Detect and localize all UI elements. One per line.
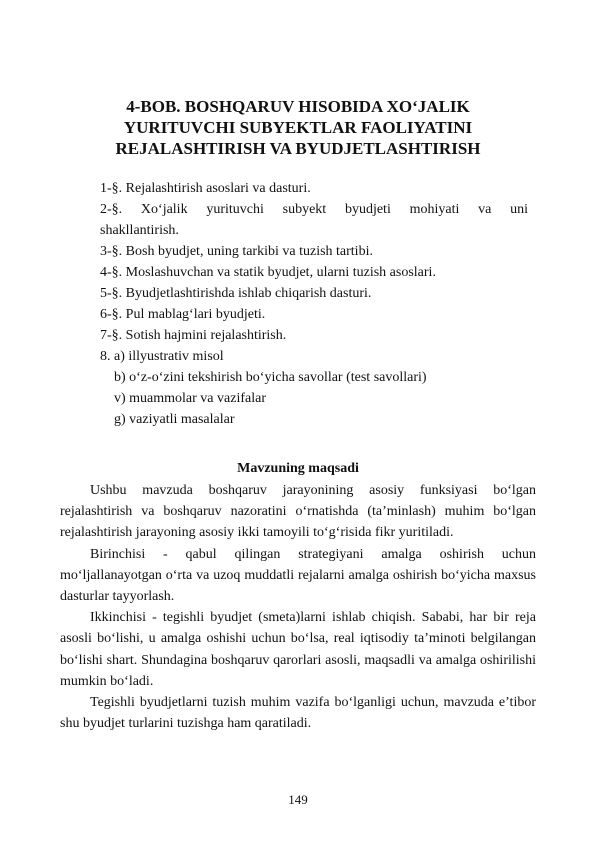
chapter-title-line: REJALASHTIRISH VA BYUDJETLASHTIRISH: [115, 139, 481, 158]
toc-item: 8. a) illyustrativ misol: [100, 349, 224, 364]
chapter-title-line: YURITUVCHI SUBYEKTLAR FAOLIYATINI: [123, 118, 473, 137]
toc-subitem: b) o‘z-o‘zini tekshirish bo‘yicha savollar (test savollari): [114, 370, 427, 385]
body-paragraph: Ikkinchisi - tegishli byudjet (smeta)larni ishlab chiqish. Sababi, har bir reja asosli bo‘lishi, u amalga oshishi uchun bo‘lsa, real iqtisodiy ta’minoti belgilangan bo‘lishi shart. Shundagina boshqaruv qarorlari asosli, maqsadli va amalga oshirilishi mumkin bo‘ladi.: [60, 610, 536, 689]
toc-subitem: g) vaziyatli masalalar: [114, 412, 235, 427]
toc-item: 5-§. Byudjetlashtirishda ishlab chiqarish dasturi.: [100, 286, 372, 301]
toc-item: 3-§. Bosh byudjet, uning tarkibi va tuzish tartibi.: [100, 244, 373, 259]
toc-item: 4-§. Moslashuvchan va statik byudjet, ularni tuzish asoslari.: [100, 265, 436, 280]
body-paragraph: Birinchisi - qabul qilingan strategiyani amalga oshirish uchun mo‘ljallanayotgan o‘rta va uzoq muddatli rejalarni amalga oshirish bo‘yicha maxsus dasturlar tayyorlash.: [60, 546, 536, 605]
toc-item: 1-§. Rejalashtirish asoslari va dasturi.: [100, 181, 311, 196]
section-heading: Mavzuning maqsadi: [237, 461, 359, 476]
chapter-title-line: 4-BOB. BOSHQARUV HISOBIDA XO‘JALIK: [126, 97, 470, 116]
toc-item: 6-§. Pul mablag‘lari byudjeti.: [100, 307, 266, 322]
table-of-contents: [100, 178, 528, 430]
toc-item-continuation: shakllantirish.: [100, 223, 179, 238]
toc-item: 2-§. Xo‘jalik yurituvchi subyekt byudjeti mohiyati va uni: [100, 202, 528, 217]
toc-item: 7-§. Sotish hajmini rejalashtirish.: [100, 328, 287, 343]
page-number: 149: [288, 792, 308, 807]
body-paragraph: Ushbu mavzuda boshqaruv jarayonining asosiy funksiyasi bo‘lgan rejalashtirish va boshqaruv nazoratini o‘rnatishda (ta’minlash) muhim bo‘lgan rejalashtirish jarayoning asosiy ikki tamoyili to‘g‘risida fikr yuritiladi.: [60, 483, 536, 541]
body-paragraph: Tegishli byudjetlarni tuzish muhim vazifa bo‘lganligi uchun, mavzuda e’tibor shu byudjet turlarini tuzishga ham qaratiladi.: [60, 695, 536, 732]
chapter-title: [60, 96, 536, 159]
section-body: [60, 480, 536, 734]
toc-subitem: v) muammolar va vazifalar: [114, 391, 266, 406]
